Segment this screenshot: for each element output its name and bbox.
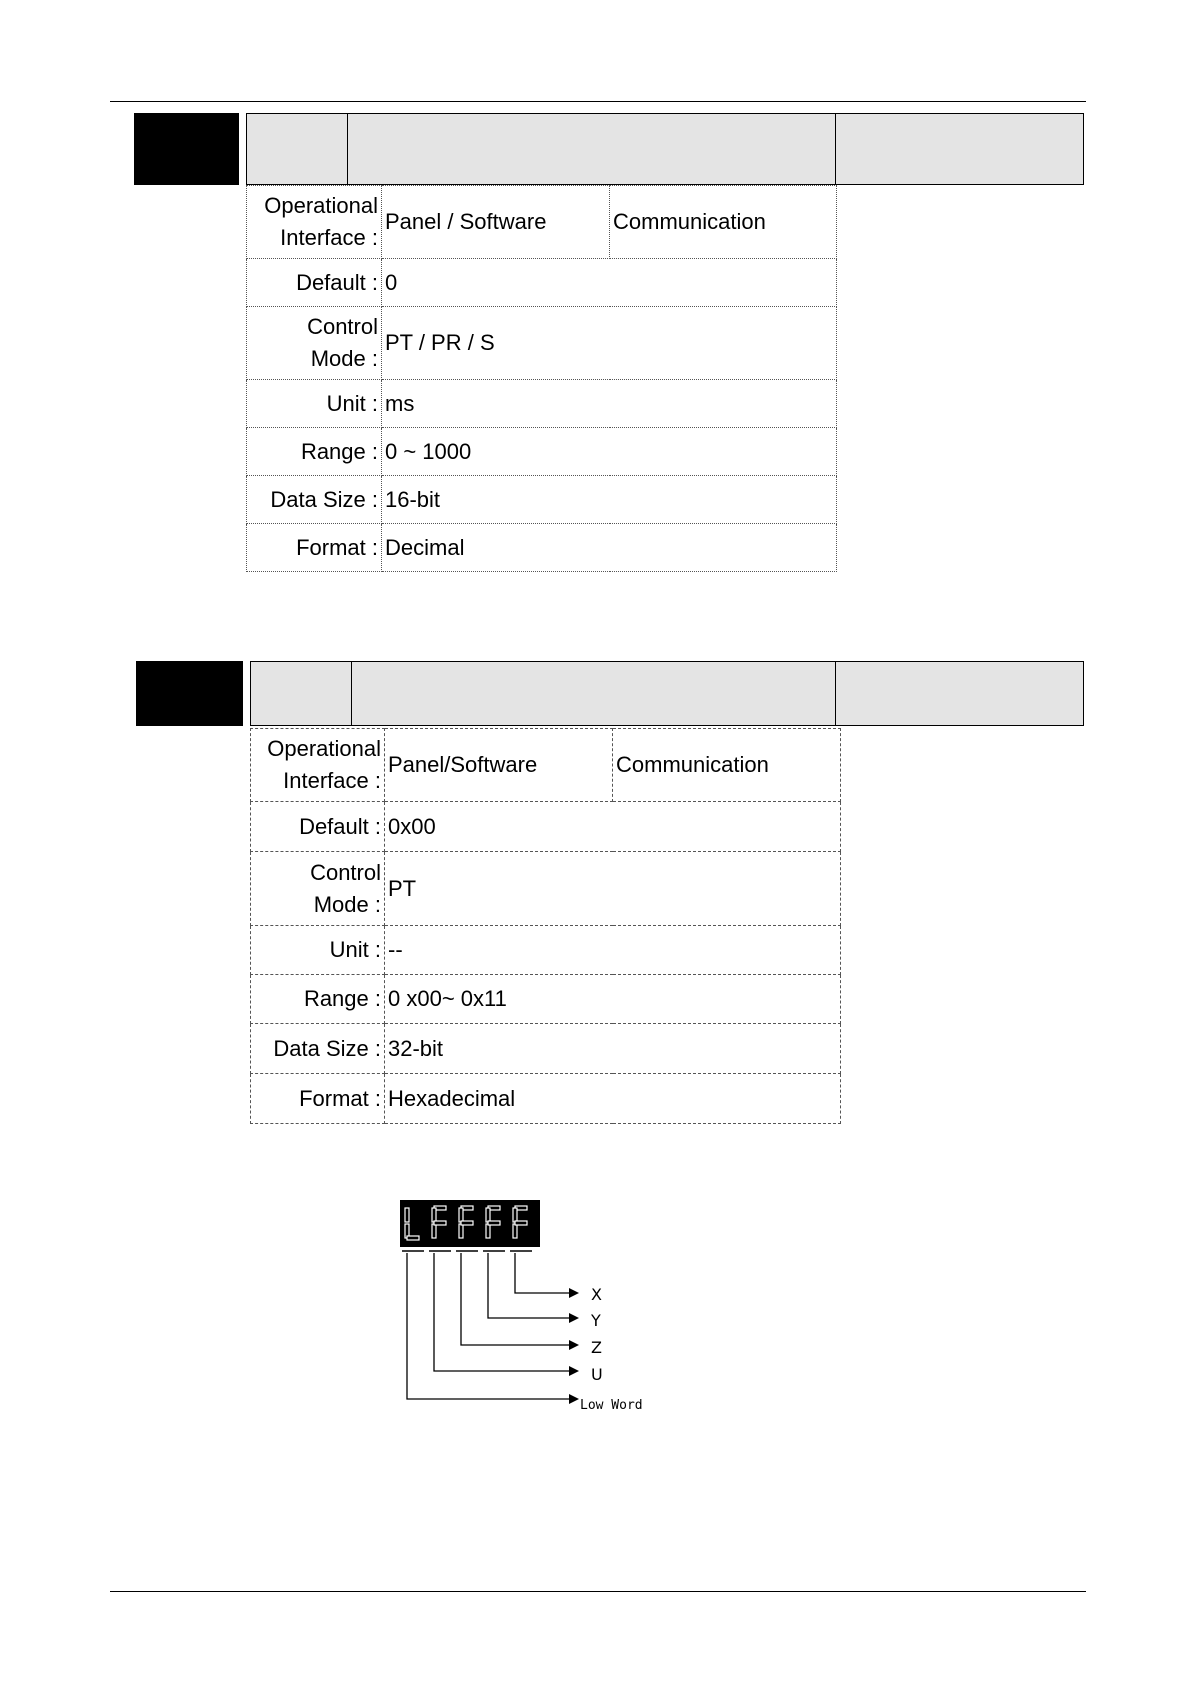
unit-value: --: [385, 926, 841, 975]
row-operational-interface: [251, 729, 841, 802]
parameter-header-1: [246, 113, 1084, 185]
header-cell-code: [247, 114, 348, 184]
digit-segment: [513, 1208, 517, 1222]
arrowhead: [569, 1313, 579, 1323]
range-value: 0 ~ 1000: [382, 428, 837, 476]
digit-segment: [461, 1221, 473, 1225]
row-format: [247, 524, 837, 572]
header-cell-address: [836, 114, 1083, 184]
header-cell-address: [836, 662, 1083, 725]
control-mode-value: PT: [385, 852, 841, 926]
default-value: 0x00: [385, 802, 841, 852]
unit-value: ms: [382, 380, 837, 428]
digit-segment: [459, 1224, 463, 1238]
row-data-size: [251, 1024, 841, 1074]
range-value: 0 x00~ 0x11: [385, 975, 841, 1024]
row-data-size: [247, 476, 837, 524]
row-unit: [247, 380, 837, 428]
row-operational-interface: [247, 186, 837, 259]
label-y: Y: [591, 1311, 601, 1330]
parameter-tab-2: [136, 661, 243, 726]
format-label: Format :: [251, 1074, 385, 1124]
parameter-tab-1: [134, 113, 239, 185]
row-default: [247, 259, 837, 307]
default-label: Default :: [247, 259, 382, 307]
operational-interface-value-comm: Communication: [610, 186, 837, 259]
range-label: Range :: [251, 975, 385, 1024]
digit-segment: [432, 1224, 436, 1238]
arrowhead: [569, 1366, 579, 1376]
digit-segment: [486, 1224, 490, 1238]
range-label: Range :: [247, 428, 382, 476]
leader-line: [515, 1253, 570, 1293]
label-x: X: [591, 1285, 602, 1304]
parameter-table-2: [250, 728, 841, 1124]
digit-segment: [459, 1208, 463, 1222]
leader-line: [434, 1253, 570, 1371]
bottom-rule: [110, 1591, 1086, 1592]
row-range: [251, 975, 841, 1024]
digit-segment: [513, 1224, 517, 1238]
arrowhead: [569, 1340, 579, 1350]
row-control-mode: [247, 307, 837, 380]
header-cell-name: [348, 114, 836, 184]
format-label: Format :: [247, 524, 382, 572]
default-value: 0: [382, 259, 837, 307]
display-diagram: [395, 1200, 655, 1420]
header-cell-code: [251, 662, 352, 725]
leader-line: [488, 1253, 570, 1318]
default-label: Default :: [251, 802, 385, 852]
operational-interface-value-panel: Panel / Software: [382, 186, 610, 259]
label-low-word: Low Word: [580, 1398, 643, 1413]
digit-segment: [515, 1221, 527, 1225]
digit-segment: [407, 1236, 419, 1240]
label-z: Z: [591, 1338, 602, 1357]
control-mode-value: PT / PR / S: [382, 307, 837, 380]
parameter-table-1: [246, 185, 837, 572]
data-size-value: 32-bit: [385, 1024, 841, 1074]
unit-label: Unit :: [247, 380, 382, 428]
control-mode-label: Control Mode :: [247, 307, 382, 380]
label-u: U: [591, 1365, 603, 1384]
format-value: Hexadecimal: [385, 1074, 841, 1124]
digit-segment: [432, 1208, 436, 1222]
operational-interface-value-comm: Communication: [613, 729, 841, 802]
row-control-mode: [251, 852, 841, 926]
arrowhead: [569, 1394, 579, 1404]
control-mode-label: Control Mode :: [251, 852, 385, 926]
row-range: [247, 428, 837, 476]
data-size-label: Data Size :: [251, 1024, 385, 1074]
operational-interface-label: Operational Interface :: [247, 186, 382, 259]
digit-segment: [486, 1208, 490, 1222]
unit-label: Unit :: [251, 926, 385, 975]
header-cell-name: [352, 662, 836, 725]
row-default: [251, 802, 841, 852]
row-unit: [251, 926, 841, 975]
operational-interface-label: Operational Interface :: [251, 729, 385, 802]
data-size-value: 16-bit: [382, 476, 837, 524]
operational-interface-value-panel: Panel/Software: [385, 729, 613, 802]
format-value: Decimal: [382, 524, 837, 572]
arrowhead: [569, 1288, 579, 1298]
row-format: [251, 1074, 841, 1124]
top-rule: [110, 101, 1086, 102]
digit-segment: [434, 1221, 446, 1225]
digit-segment: [488, 1221, 500, 1225]
digit-segment: [405, 1208, 409, 1222]
parameter-header-2: [250, 661, 1084, 726]
data-size-label: Data Size :: [247, 476, 382, 524]
